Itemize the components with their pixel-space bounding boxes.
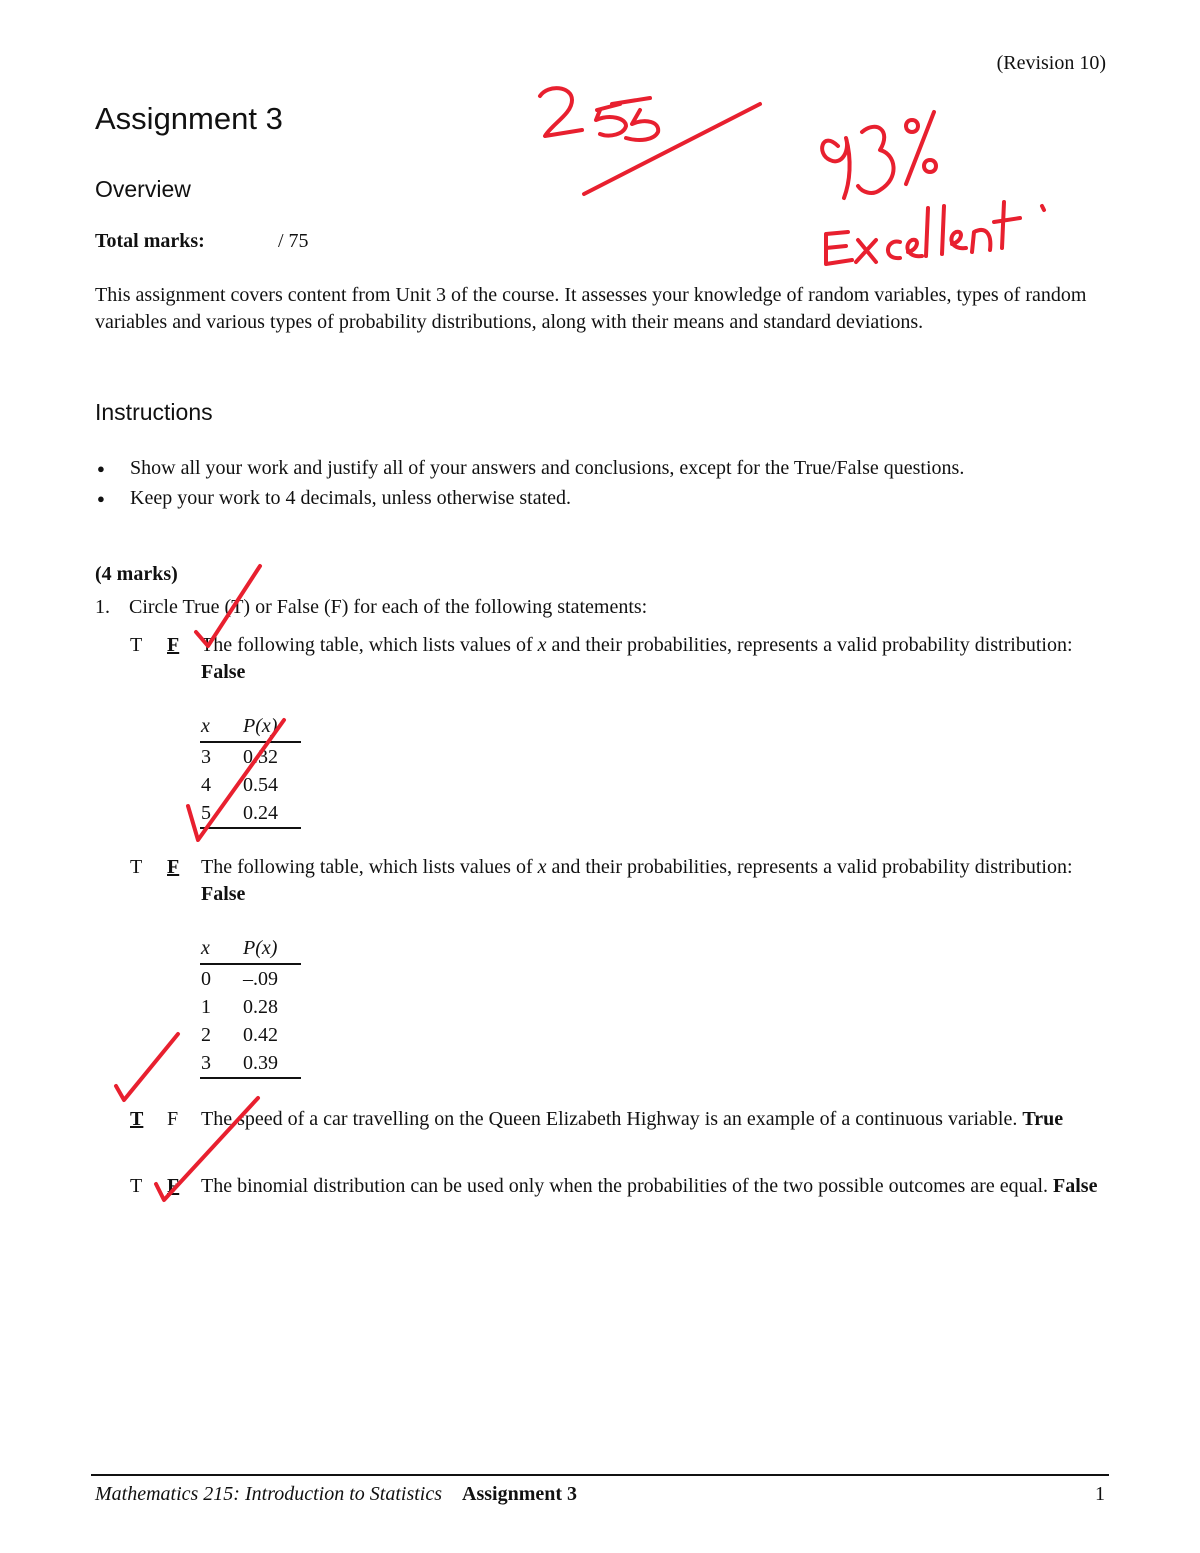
checkmark-icon bbox=[116, 1034, 178, 1100]
question-marks: (4 marks) bbox=[95, 563, 178, 585]
true-option[interactable]: T bbox=[130, 1175, 143, 1197]
question-prompt bbox=[95, 594, 647, 621]
table-row: 1 0.28 bbox=[201, 995, 278, 1018]
instructions-heading: Instructions bbox=[95, 399, 213, 425]
score-underline bbox=[584, 104, 760, 194]
statement-answer: False bbox=[201, 661, 246, 683]
footer-assignment: Assignment 3 bbox=[462, 1483, 578, 1505]
false-option[interactable]: F bbox=[167, 1108, 179, 1130]
table-row: 0 –.09 bbox=[201, 967, 278, 990]
tf-statement-3 bbox=[130, 1106, 1105, 1133]
question-number: 1. bbox=[95, 596, 110, 618]
true-option-selected[interactable]: T bbox=[130, 1108, 144, 1130]
statement-answer: False bbox=[201, 883, 246, 905]
table-row: 3 0.32 bbox=[201, 745, 278, 768]
statement-text: The speed of a car travelling on the Queen Elizabeth Highway is an example of a continuous variable. True bbox=[201, 1108, 1064, 1130]
question-text: Circle True (T) or False (F) for each of the following statements: bbox=[129, 596, 648, 618]
footer-rule bbox=[91, 1474, 1109, 1476]
instruction-item: ● Keep your work to 4 decimals, unless otherwise stated. bbox=[95, 485, 1105, 512]
table-row: 5 0.24 bbox=[200, 799, 301, 828]
revision-label: (Revision 10) bbox=[996, 52, 1106, 74]
handwritten-comment bbox=[826, 202, 1044, 264]
table-header-x: x bbox=[200, 713, 243, 742]
tf-statement-1 bbox=[130, 632, 1105, 686]
table-header-px: P(x) bbox=[243, 935, 301, 964]
footer-course: Mathematics 215: Introduction to Statistics bbox=[95, 1483, 443, 1505]
probability-table-1 bbox=[200, 713, 301, 829]
page-footer bbox=[95, 1481, 1105, 1508]
false-option-selected[interactable]: F bbox=[167, 1175, 180, 1197]
statement-text: The following table, which lists values of x and their probabilities, represents a valid probability distribution: False bbox=[201, 634, 1073, 683]
table-row: 4 0.54 bbox=[201, 773, 278, 796]
true-option[interactable]: T bbox=[130, 856, 143, 878]
false-option-selected[interactable]: F bbox=[167, 856, 180, 878]
tf-statement-4 bbox=[130, 1173, 1105, 1200]
statement-text: The binomial distribution can be used only when the probabilities of the two possible outcomes are equal. False bbox=[201, 1175, 1098, 1197]
total-marks-label: Total marks: bbox=[95, 230, 205, 252]
probability-table-2 bbox=[200, 935, 301, 1079]
total-marks-value: / 75 bbox=[278, 230, 309, 252]
false-option-selected[interactable]: F bbox=[167, 634, 180, 656]
statement-answer: True bbox=[1022, 1108, 1064, 1130]
overview-heading: Overview bbox=[95, 176, 191, 202]
instructions-list bbox=[95, 455, 1105, 515]
intro-paragraph: This assignment covers content from Unit 3 of the course. It assesses your knowledge of random variables, types of random variables and various types of probability distributions, along with their means and standard deviations. bbox=[95, 284, 1087, 333]
table-header-px: P(x) bbox=[243, 713, 301, 742]
instruction-item: ● Show all your work and justify all of your answers and conclusions, except for the True/False questions. bbox=[95, 455, 1105, 482]
handwritten-score bbox=[540, 88, 658, 140]
statement-text: The following table, which lists values of x and their probabilities, represents a valid probability distribution: False bbox=[201, 856, 1073, 905]
page-title: Assignment 3 bbox=[95, 101, 283, 136]
handwritten-percent bbox=[822, 112, 936, 198]
table-row: 2 0.42 bbox=[201, 1023, 278, 1046]
true-option[interactable]: T bbox=[130, 634, 143, 656]
total-marks bbox=[95, 230, 309, 253]
table-row: 3 0.39 bbox=[200, 1049, 301, 1078]
tf-statement-2 bbox=[130, 854, 1105, 908]
statement-answer: False bbox=[1053, 1175, 1098, 1197]
page-number: 1 bbox=[1095, 1483, 1105, 1505]
table-header-x: x bbox=[200, 935, 243, 964]
